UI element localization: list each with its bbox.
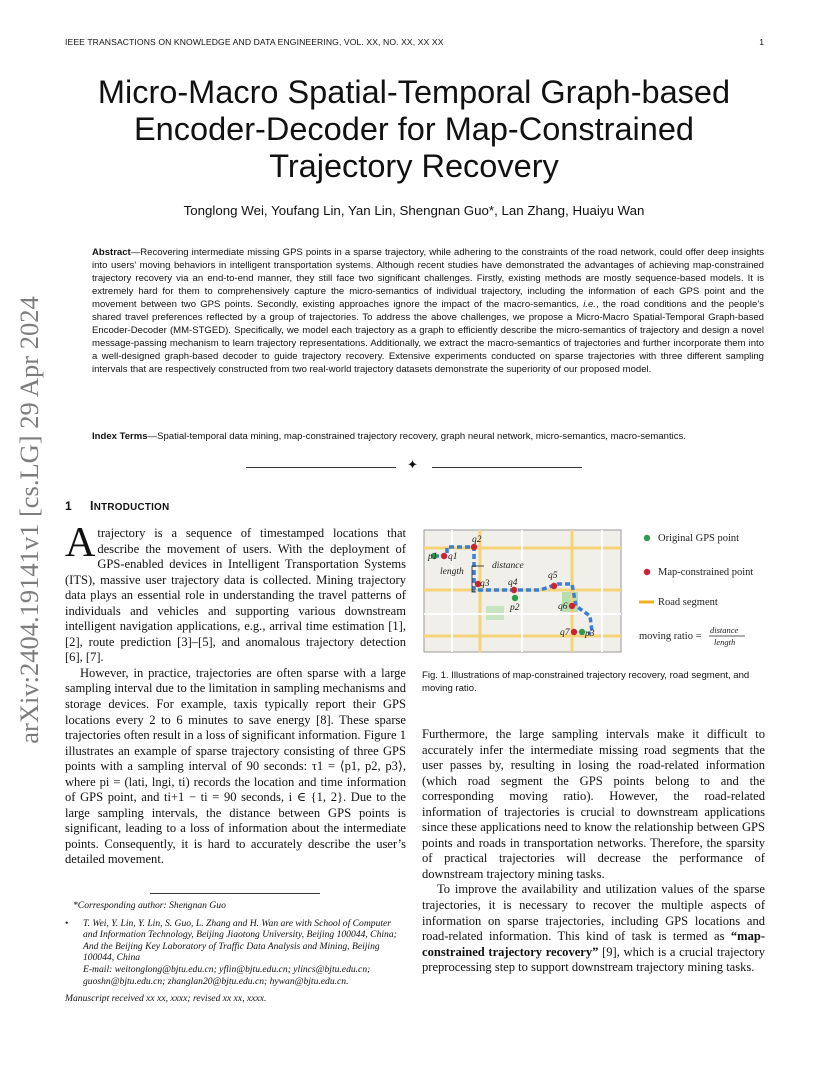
right-p2-c: [9], which is a crucial trajectory preprocessing step to support downstream trajectory mining tasks. (422, 944, 765, 975)
right-paragraph-2 (422, 882, 765, 975)
legend-original-icon (644, 535, 650, 541)
point-q7 (571, 629, 577, 635)
running-header: IEEE TRANSACTIONS ON KNOWLEDGE AND DATA ENGINEERING, VOL. XX, NO. XX, XX XX (65, 37, 444, 47)
section-title-rest: NTRODUCTION (93, 502, 170, 513)
label-p1: p1 (428, 552, 438, 562)
point-p2 (512, 595, 518, 601)
intro-paragraph-2: However, in practice, trajectories are often sparse with a large sampling interval due to the limitation in sampling mechanisms and storage devices. For example, taxis typically report their GPS locations every 2 to 6 minutes to save energy [8]. These sparse trajectories often result in a loss of significant information. Figure 1 illustrates an example of sparse trajectory consisting of three GPS points with a sampling interval of 90 seconds: τ1 = ⟨p1, p2, p3⟩, where pi = (lati, lngi, ti) records the location and time information of GPS point, and ti+1 − ti = 90 seconds, i ∈ {1, 2}. Due to the large sampling intervals, the distance between GPS points is significant, leading to a loss of information about the intermediate points. Consequently, it is hard to accurately describe the user’s detailed movement. (65, 665, 406, 867)
title-line-2: Encoder-Decoder for Map-Constrained (134, 111, 694, 147)
legend-constrained-label: Map-constrained point (658, 567, 754, 578)
label-p2: p2 (510, 603, 520, 613)
arxiv-stamp: arXiv:2404.19141v1 [cs.LG] 29 Apr 2024 (14, 296, 44, 744)
section-title-initial: I (89, 499, 94, 513)
label-q5: q5 (548, 571, 558, 581)
right-p2-a: To improve the availability and utilization values of the sparse trajectories, it is necessary to recover the multiple aspects of information on sparse trajectories, including GPS locations and road-related information. This kind of task is termed as (422, 882, 765, 944)
legend-ratio-denominator: length (714, 637, 736, 647)
intro-p1-text: trajectory is a sequence of timestamped locations that describe the movement of users. With the deployment of GPS-enabled devices in Intelligent Transportation Systems (ITS), massive user trajectory data is collected. Mining trajectory data plays an essential role in understanding the travel patterns of individuals and vehicles and supporting various downstream intelligent navigation applications, e.g., arrival time estimation [1], [2], route prediction [3]–[5], and anomalous trajectory detection [6], [7]. (65, 526, 406, 665)
footnotes (65, 900, 406, 1005)
legend-original-label: Original GPS point (658, 533, 740, 544)
abstract-text: —Recovering intermediate missing GPS points in a sparse trajectory, while adhering to the constraints of the road network, could offer deep insights into users’ moving behaviors in intelligent transportation systems. Although recent studies have demonstrated the advantages of achieving map-constrained trajectory recovery via an end-to-end manner, they still face two significant challenges. Firstly, existing methods are mostly sequence-based models. It is extremely hard for them to comprehensively capture the micro-semantics of individual trajectory, including the information of each GPS point and the movement between two GPS points. Secondly, existing approaches ignore the impact of the macro-semantics, (92, 247, 764, 310)
index-terms-label: Index Terms (92, 431, 148, 442)
right-column (422, 727, 765, 976)
label-q6: q6 (558, 602, 568, 612)
footnote-rule (150, 893, 320, 894)
label-length: length (440, 567, 464, 577)
point-q6 (569, 603, 575, 609)
abstract-ie: i.e. (583, 299, 596, 310)
legend-ratio-numerator: distance (710, 625, 739, 635)
footnote-corresponding: *Corresponding author: Shengnan Guo (73, 900, 226, 911)
title-line-1: Micro-Macro Spatial-Temporal Graph-based (97, 74, 731, 110)
manuscript-note: Manuscript received xx xx, xxxx; revised xx xx, xxxx. (65, 993, 267, 1005)
intro-paragraph-1 (65, 520, 406, 666)
dropcap: A (65, 520, 96, 566)
label-q7: q7 (560, 628, 570, 638)
divider-left-line (246, 467, 396, 468)
index-terms (92, 430, 764, 443)
abstract-text-2: , the road conditions and the people’s shared travel preferences reflected by a group of trajectories. To address the above challenges, we propose a Micro-Macro Spatial-Temporal Graph-based Encoder-Decoder (MM-STGED). Specifically, we model each trajectory as a graph to efficiently describe the micro-semantics of trajectory and design a novel message-passing mechanism to learn trajectory representations. Additionally, we extract the macro-semantics of trajectories and further incorporate them into a well-designed graph-based decoder to guide trajectory recovery. Extensive experiments conducted on sparse trajectories with three different sampling intervals that are respectively constructed from two real-world trajectory datasets demonstrate the superiority of our proposed model. (92, 299, 765, 375)
label-q1: q1 (448, 552, 458, 562)
bullet-icon: • (65, 917, 69, 929)
section-number: 1 (65, 499, 72, 513)
figure-1 (422, 528, 767, 656)
right-paragraph-1: Furthermore, the large sampling intervals make it difficult to accurately infer the intermediate missing road segments that the user passes by, resulting in losing the road-related information (which road segment the GPS points belong to and the corresponding moving ratio). However, the road-related information of trajectories is crucial to downstream applications since these applications need to know the relationship between GPS points and roads in transportation networks. Therefore, the sparsity of practical trajectories will decrease the performance of downstream trajectory mining tasks. (422, 727, 765, 881)
title-line-3: Trajectory Recovery (269, 148, 559, 184)
point-q1 (441, 553, 447, 559)
divider-star-icon: ✦ (407, 458, 418, 473)
legend-constrained-icon (644, 569, 650, 575)
divider-right-line (432, 467, 582, 468)
figure-caption: Fig. 1. Illustrations of map-constrained trajectory recovery, road segment, and moving ratio. (422, 670, 750, 694)
label-q2: q2 (472, 535, 482, 545)
left-column (65, 520, 406, 868)
legend-segment-label: Road segment (658, 597, 718, 608)
email-text: E-mail: weitonglong@bjtu.edu.cn; yflin@bjtu.edu.cn; ylincs@bjtu.edu.cn; guoshn@bjtu.edu.cn; zhanglan20@bjtu.edu.cn; hywan@bjtu.edu.cn. (83, 963, 371, 987)
author-list: Tonglong Wei, Youfang Lin, Yan Lin, Shengnan Guo*, Lan Zhang, Huaiyu Wan (183, 203, 645, 218)
right-p2-term: “map-constrained trajectory recovery” (422, 929, 765, 959)
label-p3: p3 (585, 629, 595, 639)
figure-1-svg (422, 528, 767, 656)
affiliation-text: T. Wei, Y. Lin, Y. Lin, S. Guo, L. Zhang and H. Wan are with School of Computer and Information Technology, Beijing Jiaotong University, Beijing 100044, China; And the Beijing Key Laboratory of Traffic Data Analysis and Mining, Beijing 100044, China (83, 917, 397, 964)
page-number: 1 (759, 37, 764, 47)
abstract (92, 246, 764, 376)
paper-title (60, 74, 768, 185)
section-heading (65, 499, 169, 513)
footnote-affiliation (65, 918, 406, 988)
arxiv-stamp-wrapper (10, 280, 50, 760)
legend-ratio-label: moving ratio = (639, 631, 702, 642)
label-q4: q4 (508, 578, 518, 588)
index-terms-text: —Spatial-temporal data mining, map-constrained trajectory recovery, graph neural network, micro-semantics, macro-semantics. (147, 431, 686, 442)
point-q5 (551, 583, 557, 589)
abstract-label: Abstract (92, 247, 131, 258)
label-distance: distance (492, 561, 524, 571)
label-q3: q3 (480, 579, 490, 589)
